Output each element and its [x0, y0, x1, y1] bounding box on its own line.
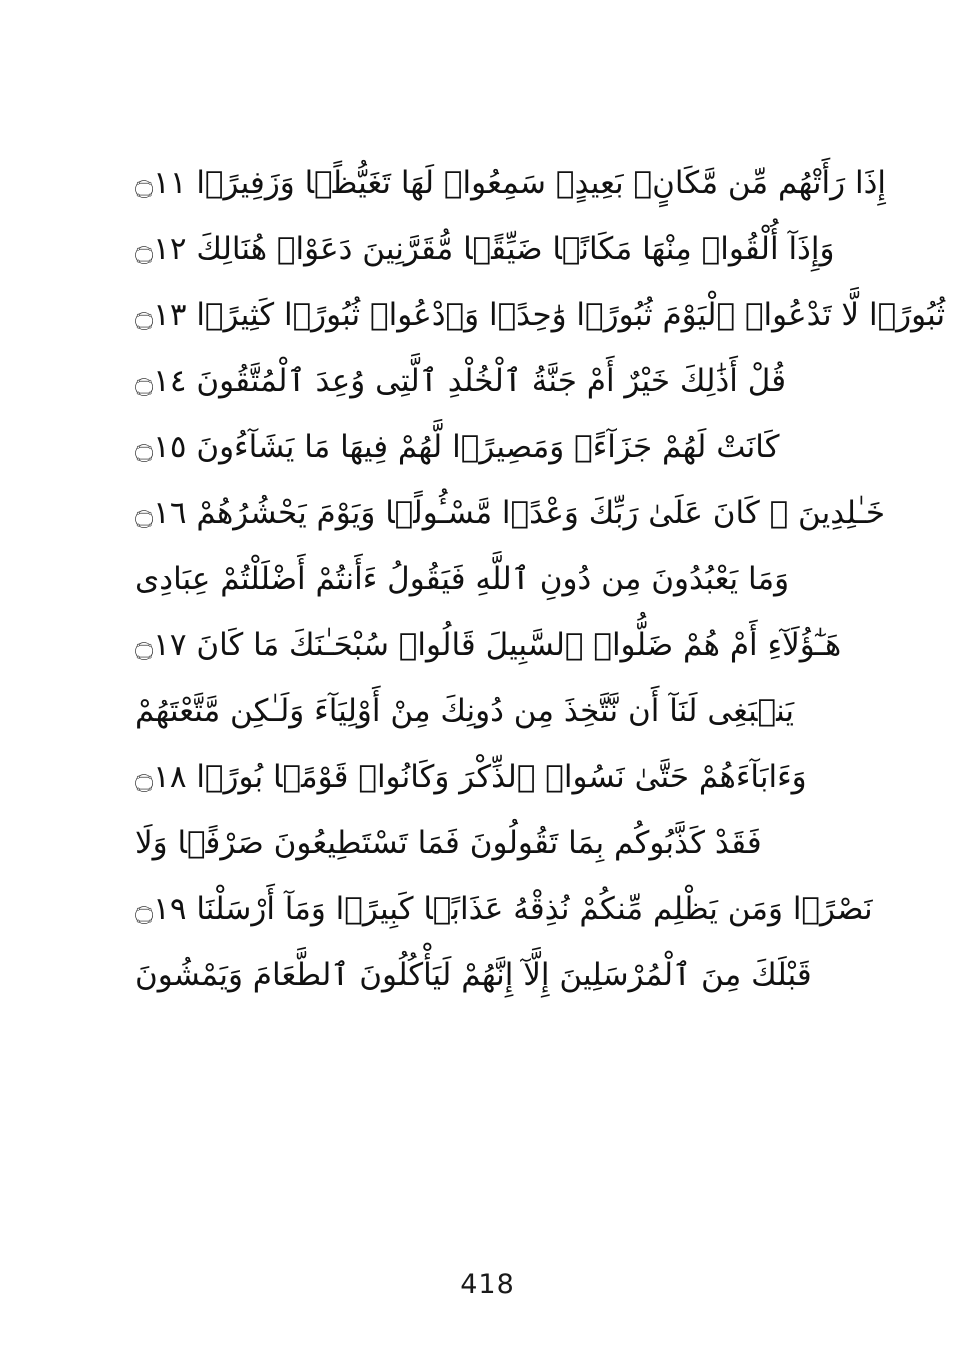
quran-line-text: نَصْرًۭا وَمَن يَظْلِم مِّنكُمْ نُذِقْهُ عَذَابًۭا كَبِيرًۭا وَمَآ أَرْسَلْنَا ۝١٩: [135, 891, 873, 927]
quran-line-3: [135, 282, 946, 348]
quran-line-6: [135, 480, 886, 546]
page-footer: [0, 1209, 975, 1359]
page-number: 418: [460, 1268, 515, 1300]
quran-line-13: [135, 942, 840, 1008]
quran-line-text: هَـٰٓؤُلَآءِ أَمْ هُمْ ضَلُّوا۟ ٱلسَّبِيلَ قَالُوا۟ سُبْحَـٰنَكَ مَا كَانَ ۝١٧: [135, 627, 842, 663]
quran-line-2: [135, 216, 840, 282]
quran-line-8: [135, 612, 840, 678]
quran-line-text: يَنۢبَغِى لَنَآ أَن نَّتَّخِذَ مِن دُونِكَ مِنْ أَوْلِيَآءَ وَلَـٰكِن مَّتَّعْتَهُمْ: [135, 693, 795, 729]
quran-line-text: قَبْلَكَ مِنَ ٱلْمُرْسَلِينَ إِلَّآ إِنَّهُمْ لَيَأْكُلُونَ ٱلطَّعَامَ وَيَمْشُونَ: [135, 957, 812, 993]
quran-line-5: [135, 414, 840, 480]
quran-line-text: وَمَا يَعْبُدُونَ مِن دُونِ ٱللَّهِ فَيَقُولُ ءَأَنتُمْ أَضْلَلْتُمْ عِبَادِى: [135, 561, 790, 597]
quran-line-text: فَقَدْ كَذَّبُوكُم بِمَا تَقُولُونَ فَمَا تَسْتَطِيعُونَ صَرْفًۭا وَلَا: [135, 825, 762, 861]
quran-line-4: [135, 348, 840, 414]
quran-line-9: [135, 678, 840, 744]
quran-line-10: [135, 744, 840, 810]
quran-line-text: إِذَا رَأَتْهُم مِّن مَّكَانٍۭ بَعِيدٍۢ سَمِعُوا۟ لَهَا تَغَيُّظًۭا وَزَفِيرًۭا ۝١١: [135, 165, 886, 201]
quran-line-text: وَءَابَآءَهُمْ حَتَّىٰ نَسُوا۟ ٱلذِّكْرَ وَكَانُوا۟ قَوْمًۢا بُورًۭا ۝١٨: [135, 759, 807, 795]
quran-line-text: ثُبُورًۭا لَّا تَدْعُوا۟ ٱلْيَوْمَ ثُبُورًۭا وَٰحِدًۭا وَٱدْعُوا۟ ثُبُورًۭا كَثِيرًۭا ۝١٣: [135, 297, 946, 333]
quran-line-7: [135, 546, 840, 612]
quran-line-text: كَانَتْ لَهُمْ جَزَآءًۭ وَمَصِيرًۭا لَّهُمْ فِيهَا مَا يَشَآءُونَ ۝١٥: [135, 429, 780, 465]
quran-line-12: [135, 876, 873, 942]
ayah-lines: [135, 150, 946, 1008]
quran-line-text: قُلْ أَذَٰلِكَ خَيْرٌ أَمْ جَنَّةُ ٱلْخُلْدِ ٱلَّتِى وُعِدَ ٱلْمُتَّقُونَ ۝١٤: [135, 363, 787, 399]
quran-line-11: [135, 810, 840, 876]
quran-line-text: وَإِذَآ أُلْقُوا۟ مِنْهَا مَكَانًۭا ضَيِّقًۭا مُّقَرَّنِينَ دَعَوْا۟ هُنَالِكَ ۝١٢: [135, 231, 835, 267]
quran-line-text: خَـٰلِدِينَ ۚ كَانَ عَلَىٰ رَبِّكَ وَعْدًۭا مَّسْـُٔولًۭا وَيَوْمَ يَحْشُرُهُمْ ۝١٦: [135, 495, 886, 531]
quran-line-1: [135, 150, 886, 216]
